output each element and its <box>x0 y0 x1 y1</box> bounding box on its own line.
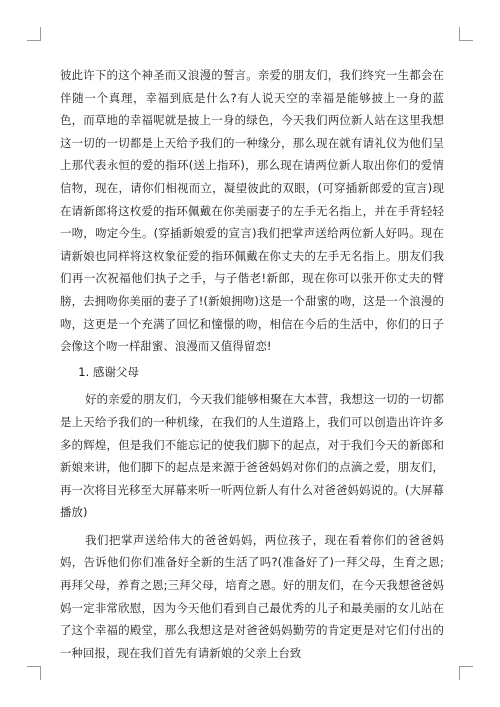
crop-mark-bottom-left-v <box>40 666 41 680</box>
paragraph-bow-to-parents: 我们把掌声送给伟大的爸爸妈妈，两位孩子，现在看着你们的爸爸妈妈，告诉他们你们准备好全新的生活了吗?(准备好了)一拜父母，生育之恩;再拜父母，养育之恩;三拜父母，培育之恩。好的朋友们，在今天我想爸爸妈妈一定非常欣慰，因为今天他们看到自己最优秀的儿子和最美丽的女儿站在了这个幸福的殿堂，那么我想这是对爸爸妈妈勤劳的肯定更是对它们付出的一种回报，现在我们首先有请新娘的父亲上台致 <box>60 532 444 660</box>
paragraph-parents-intro: 好的亲爱的朋友们，今天我们能够相聚在大本营，我想这一切的一切都是上天给予我们的一种机缘，在我们的人生道路上，我们可以创造出许许多多的辉煌，但是我们不能忘记的使我们脚下的起点，对于我们今天的新郎和新娘来讲，他们脚下的起点是来源于爸爸妈妈对你们的点滴之爱，朋友们，再一次将目光移至大屏幕来听一听两位新人有什么对爸爸妈妈说的。(大屏幕播放) <box>60 392 444 520</box>
crop-mark-top-right-v <box>459 27 460 41</box>
section-heading-thank-parents: 1. 感谢父母 <box>78 364 139 379</box>
crop-mark-bottom-right-v <box>459 666 460 680</box>
crop-mark-bottom-left-h <box>27 666 41 667</box>
crop-mark-top-right-h <box>459 40 473 41</box>
paragraph-ring-ceremony: 彼此许下的这个神圣而又浪漫的誓言。亲爱的朋友们，我们终究一生都会在伴随一个真理，幸福到底是什么?有人说天空的幸福是能够披上一身的蓝色，而草地的幸福呢就是披上一身的绿色，今天我们两位新人站在这里我想这一切的一切都是上天给予我们的一种缘分，那么现在就有请礼仪为他们呈上那代表永恒的爱的指环(送上指环)，那么现在请两位新人取出你们的爱情信物，现在，请你们相视而立，凝望彼此的双眼，(可穿插新郎爱的宣言)现在请新郎将这枚爱的指环佩戴在你美丽妻子的左手无名指上，并在手背轻轻一吻，吻定今生。(穿插新娘爱的宣言)我们把掌声送给两位新人好吗。现在请新娘也同样将这枚象征爱的指环佩戴在你丈夫的左手无名指上。朋友们我们再一次祝福他们执子之手，与子偕老!新郎，现在你可以张开你丈夫的臂膀，去拥吻你美丽的妻子了!(新娘拥吻)这是一个甜蜜的吻，这是一个浪漫的吻，这更是一个充满了回忆和憧憬的吻，相信在今后的生活中，你们的日子会像这个吻一样甜蜜、浪漫而又值得留恋! <box>60 68 444 354</box>
crop-mark-top-left-h <box>27 40 41 41</box>
document-body <box>60 64 444 664</box>
crop-mark-bottom-right-h <box>459 666 473 667</box>
crop-mark-top-left-v <box>40 27 41 41</box>
